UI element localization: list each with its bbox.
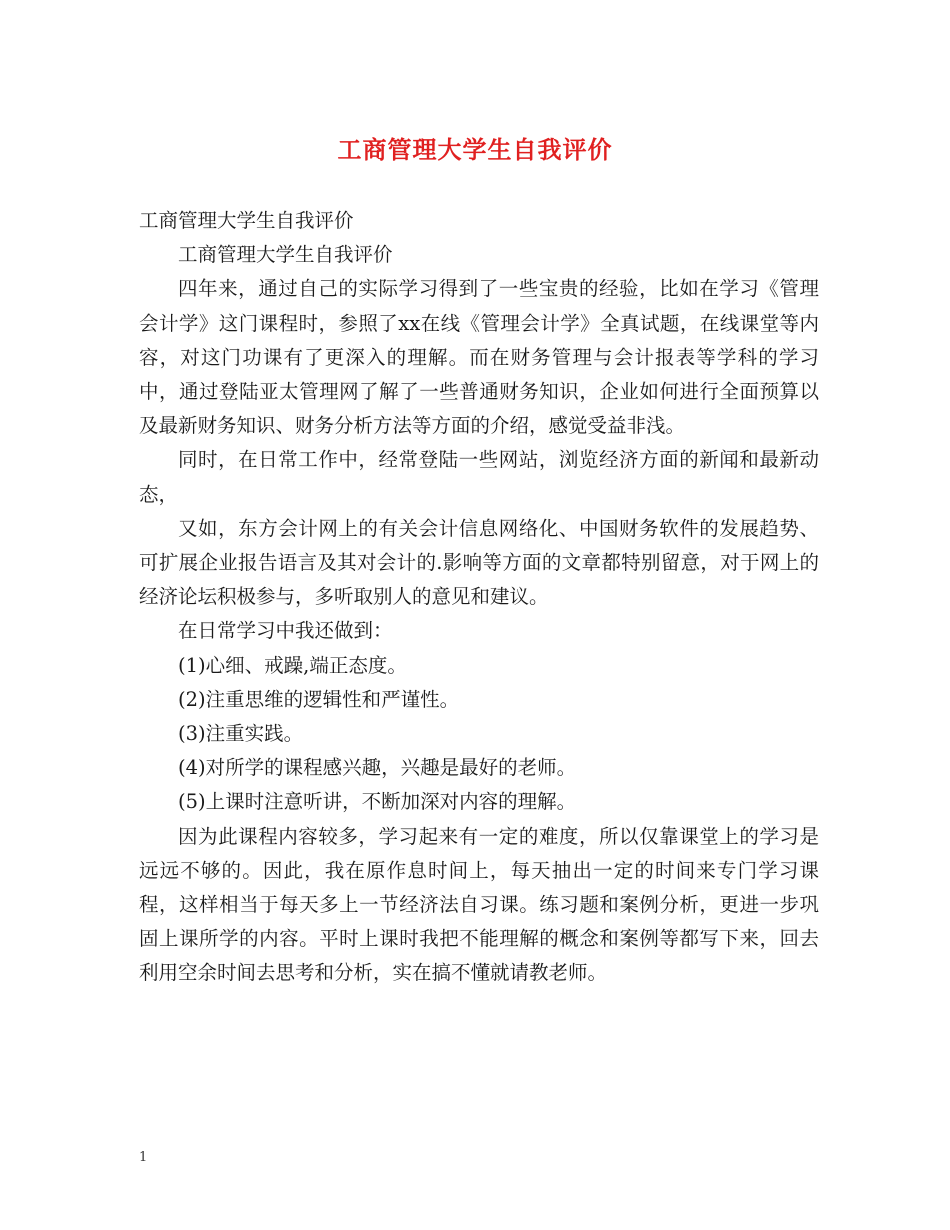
list-item: (3)注重实践。 — [178, 722, 304, 746]
page-number: 1 — [139, 1150, 148, 1165]
list-item: (4)对所学的课程感兴趣，兴趣是最好的老师。 — [178, 756, 577, 780]
subtitle-indented: 工商管理大学生自我评价 — [178, 243, 393, 267]
paragraph: 因为此课程内容较多，学习起来有一定的难度，所以仅靠课堂上的学习是远远不够的。因此，我在原作息时间上，每天抽出一定的时间来专门学习课程，这样相当于每天多上一节经济法自习课。练习题和案例分析，更进一步巩固上课所学的内容。平时上课时我把不能理解的概念和案例等都写下来，回去利用空余时间去思考和分析，实在搞不懂就请教老师。 — [139, 824, 819, 985]
list-item: (2)注重思维的逻辑性和严谨性。 — [178, 687, 460, 711]
list-item: (1)心细、戒躁,端正态度。 — [178, 653, 407, 677]
paragraph: 四年来，通过自己的实际学习得到了一些宝贵的经验，比如在学习《管理会计学》这门课程时，参照了xx在线《管理会计学》全真试题，在线课堂等内容，对这门功课有了更深入的理解。而在财务管理与会计报表等学科的学习中，通过登陆亚太管理网了解了一些普通财务知识，企业如何进行全面预算以及最新财务知识、财务分析方法等方面的介绍，感觉受益非浅。 — [139, 277, 819, 438]
document-body — [139, 204, 819, 991]
paragraph: 在日常学习中我还做到： — [178, 619, 393, 643]
paragraph: 又如，东方会计网上的有关会计信息网络化、中国财务软件的发展趋势、可扩展企业报告语言及其对会计的.影响等方面的文章都特别留意，对于网上的经济论坛积极参与，多听取别人的意见和建议。 — [139, 516, 819, 609]
subtitle-line: 工商管理大学生自我评价 — [139, 209, 354, 232]
paragraph: 同时，在日常工作中，经常登陆一些网站，浏览经济方面的新闻和最新动态， — [139, 448, 819, 506]
document-title: 工商管理大学生自我评价 — [337, 135, 613, 164]
list-item: (5)上课时注意听讲，不断加深对内容的理解。 — [178, 790, 577, 814]
